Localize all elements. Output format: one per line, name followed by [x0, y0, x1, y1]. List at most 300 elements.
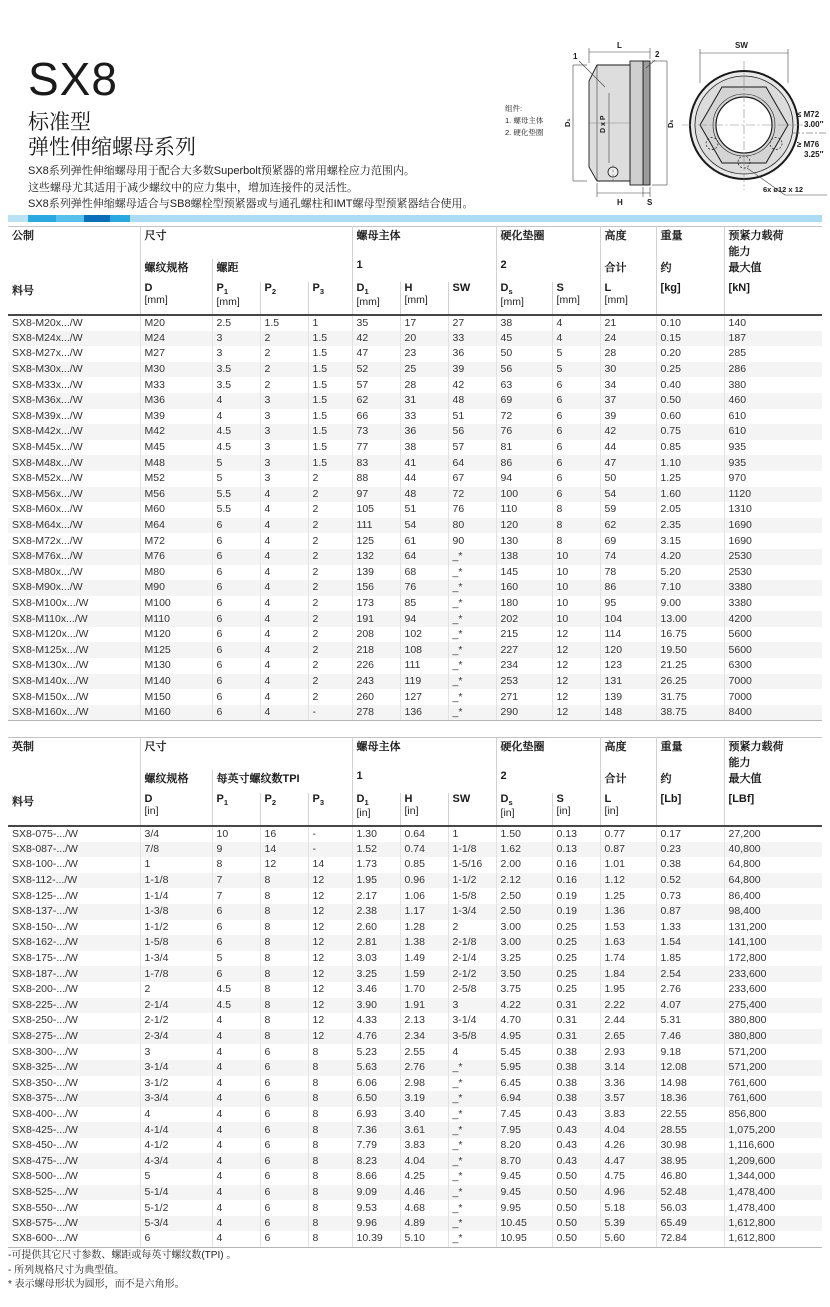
- value-cell: 105: [352, 502, 400, 518]
- value-cell: 1: [448, 826, 496, 842]
- description: [28, 163, 498, 213]
- value-cell: 3.40: [400, 1107, 448, 1123]
- value-cell: 8: [308, 1153, 352, 1169]
- value-cell: 67: [448, 471, 496, 487]
- column-header: [Lb]: [656, 793, 724, 826]
- table-row: [8, 966, 822, 982]
- value-cell: 86,400: [724, 888, 822, 904]
- table-row: [8, 1169, 822, 1185]
- value-cell: 2.93: [600, 1044, 656, 1060]
- value-cell: 5.60: [600, 1231, 656, 1247]
- value-cell: 2: [308, 611, 352, 627]
- value-cell: 8.20: [496, 1138, 552, 1154]
- value-cell: 73: [352, 424, 400, 440]
- value-cell: 3.15: [656, 533, 724, 549]
- value-cell: 6.50: [352, 1091, 400, 1107]
- table-row: [8, 1076, 822, 1092]
- value-cell: 114: [600, 627, 656, 643]
- column-header: H [mm]: [400, 282, 448, 315]
- description-line: 这些螺母尤其适用于减少螺纹中的应力集中，增加连接件的灵活性。: [28, 181, 358, 194]
- value-cell: 4: [260, 565, 308, 581]
- column-header: $P_2$: [260, 793, 308, 826]
- value-cell: 4: [260, 658, 308, 674]
- part-number-cell: SX8-112-.../W: [12, 874, 78, 887]
- value-cell: 3-1/4: [448, 1013, 496, 1029]
- value-cell: 6.06: [352, 1076, 400, 1092]
- value-cell: 8: [308, 1185, 352, 1201]
- value-cell: 2: [308, 674, 352, 690]
- column-header: [kN]: [724, 282, 822, 315]
- value-cell: 5: [140, 1169, 212, 1185]
- value-cell: 47: [352, 346, 400, 362]
- value-cell: 2: [308, 627, 352, 643]
- table-row: [8, 705, 822, 721]
- value-cell: 86: [496, 455, 552, 471]
- value-cell: 80: [448, 518, 496, 534]
- value-cell: _*: [448, 611, 496, 627]
- value-cell: 380,800: [724, 1013, 822, 1029]
- table-row: [8, 1153, 822, 1169]
- value-cell: M20: [140, 315, 212, 331]
- value-cell: 0.17: [656, 826, 724, 842]
- value-cell: 3.14: [600, 1060, 656, 1076]
- page-subtitle-series: 弹性伸缩螺母系列: [28, 136, 196, 159]
- value-cell: 0.38: [552, 1044, 600, 1060]
- value-cell: 226: [352, 658, 400, 674]
- value-cell: 3: [260, 424, 308, 440]
- value-cell: 1.33: [656, 920, 724, 936]
- value-cell: 4.07: [656, 998, 724, 1014]
- value-cell: 1-3/4: [448, 904, 496, 920]
- value-cell: 102: [400, 627, 448, 643]
- value-cell: 4.68: [400, 1200, 448, 1216]
- value-cell: 14.98: [656, 1076, 724, 1092]
- value-cell: _*: [448, 658, 496, 674]
- value-cell: 28: [600, 346, 656, 362]
- column-header: 合计: [600, 259, 656, 282]
- value-cell: 4: [212, 1231, 260, 1247]
- value-cell: 7/8: [140, 842, 212, 858]
- value-cell: 0.43: [552, 1153, 600, 1169]
- value-cell: 286: [724, 362, 822, 378]
- value-cell: 12: [552, 627, 600, 643]
- value-cell: 6: [552, 409, 600, 425]
- value-cell: M80: [140, 565, 212, 581]
- value-cell: 1.91: [400, 998, 448, 1014]
- value-cell: _*: [448, 1107, 496, 1123]
- value-cell: 83: [352, 455, 400, 471]
- column-header: 2: [496, 259, 600, 282]
- value-cell: _*: [448, 1138, 496, 1154]
- value-cell: 4: [212, 1107, 260, 1123]
- value-cell: 31: [400, 393, 448, 409]
- value-cell: 6: [260, 1200, 308, 1216]
- part-number-cell: SX8-175-.../W: [12, 952, 78, 965]
- value-cell: 6: [212, 627, 260, 643]
- value-cell: 1.5: [308, 362, 352, 378]
- value-cell: 16: [260, 826, 308, 842]
- value-cell: 44: [600, 440, 656, 456]
- value-cell: 1.36: [600, 904, 656, 920]
- value-cell: 24: [600, 331, 656, 347]
- value-cell: 4: [260, 596, 308, 612]
- value-cell: 2530: [724, 565, 822, 581]
- value-cell: 6: [212, 674, 260, 690]
- value-cell: 48: [400, 487, 448, 503]
- value-cell: 30: [600, 362, 656, 378]
- value-cell: 97: [352, 487, 400, 503]
- value-cell: 191: [352, 611, 400, 627]
- value-cell: 12: [308, 966, 352, 982]
- value-cell: 4: [552, 315, 600, 331]
- value-cell: 4: [260, 689, 308, 705]
- value-cell: 8: [260, 1013, 308, 1029]
- value-cell: 5.45: [496, 1044, 552, 1060]
- value-cell: 6: [212, 518, 260, 534]
- value-cell: 0.25: [552, 920, 600, 936]
- callout-washer-number: 2: [655, 50, 660, 59]
- value-cell: 41: [400, 455, 448, 471]
- value-cell: 2.98: [400, 1076, 448, 1092]
- value-cell: 6: [260, 1185, 308, 1201]
- value-cell: 5.5: [212, 502, 260, 518]
- value-cell: 4: [212, 1076, 260, 1092]
- value-cell: 3.57: [600, 1091, 656, 1107]
- value-cell: 1.63: [600, 935, 656, 951]
- value-cell: 7.46: [656, 1029, 724, 1045]
- value-cell: 6: [212, 596, 260, 612]
- value-cell: 243: [352, 674, 400, 690]
- table-row: [8, 1185, 822, 1201]
- value-cell: 3.90: [352, 998, 400, 1014]
- value-cell: 7.36: [352, 1122, 400, 1138]
- value-cell: 1: [140, 857, 212, 873]
- column-header: 硬化垫圈: [496, 227, 600, 260]
- value-cell: 8: [308, 1091, 352, 1107]
- value-cell: 100: [496, 487, 552, 503]
- value-cell: 8.23: [352, 1153, 400, 1169]
- value-cell: 33: [448, 331, 496, 347]
- value-cell: M36: [140, 393, 212, 409]
- column-header: 螺母主体: [352, 738, 496, 771]
- value-cell: 57: [352, 377, 400, 393]
- value-cell: 3-1/4: [140, 1060, 212, 1076]
- value-cell: 4: [212, 1169, 260, 1185]
- value-cell: 85: [400, 596, 448, 612]
- part-number-cell: SX8-225-.../W: [12, 998, 78, 1011]
- value-cell: 6: [140, 1231, 212, 1247]
- value-cell: 2: [260, 346, 308, 362]
- part-number-cell: SX8-275-.../W: [12, 1030, 78, 1043]
- value-cell: M52: [140, 471, 212, 487]
- accent-bar-segment: [84, 215, 110, 222]
- value-cell: 970: [724, 471, 822, 487]
- column-header: 尺寸: [140, 227, 352, 260]
- value-cell: 5600: [724, 642, 822, 658]
- value-cell: 1-3/4: [140, 951, 212, 967]
- value-cell: _*: [448, 1200, 496, 1216]
- value-cell: 10: [552, 611, 600, 627]
- table-row: [8, 409, 822, 425]
- value-cell: -: [308, 826, 352, 842]
- part-number-cell: SX8-425-.../W: [12, 1123, 78, 1136]
- value-cell: 27: [448, 315, 496, 331]
- value-cell: 64,800: [724, 857, 822, 873]
- value-cell: 8: [260, 904, 308, 920]
- value-cell: 6: [212, 935, 260, 951]
- value-cell: 6: [212, 565, 260, 581]
- value-cell: 227: [496, 642, 552, 658]
- column-header: $D_1$ [mm]: [352, 282, 400, 315]
- value-cell: _*: [448, 674, 496, 690]
- value-cell: 50: [600, 471, 656, 487]
- table-row: [8, 842, 822, 858]
- value-cell: 2.44: [600, 1013, 656, 1029]
- part-number-cell: SX8-M20x.../W: [12, 316, 83, 329]
- value-cell: 761,600: [724, 1076, 822, 1092]
- value-cell: 38: [496, 315, 552, 331]
- table-row: [8, 346, 822, 362]
- value-cell: 218: [352, 642, 400, 658]
- table-row: [8, 580, 822, 596]
- value-cell: 1120: [724, 487, 822, 503]
- value-cell: 6: [212, 642, 260, 658]
- column-header: D [in]: [140, 793, 212, 826]
- table-row: [8, 502, 822, 518]
- value-cell: 2-3/4: [140, 1029, 212, 1045]
- value-cell: _*: [448, 627, 496, 643]
- value-cell: 3.00: [496, 920, 552, 936]
- value-cell: 3/4: [140, 826, 212, 842]
- value-cell: 0.31: [552, 1029, 600, 1045]
- value-cell: 62: [352, 393, 400, 409]
- value-cell: 6: [260, 1076, 308, 1092]
- value-cell: 0.19: [552, 904, 600, 920]
- value-cell: 8: [308, 1076, 352, 1092]
- value-cell: 6: [260, 1153, 308, 1169]
- value-cell: M120: [140, 627, 212, 643]
- value-cell: 0.31: [552, 1013, 600, 1029]
- value-cell: M27: [140, 346, 212, 362]
- value-cell: 10: [552, 596, 600, 612]
- table-row: [8, 674, 822, 690]
- value-cell: 8400: [724, 705, 822, 721]
- part-number-cell: SX8-M90x.../W: [12, 581, 83, 594]
- value-cell: 5.20: [656, 565, 724, 581]
- value-cell: 9.45: [496, 1185, 552, 1201]
- part-number-cell: SX8-M72x.../W: [12, 534, 83, 547]
- table-row: [8, 998, 822, 1014]
- imperial-table: [8, 737, 822, 1248]
- value-cell: 0.85: [656, 440, 724, 456]
- column-header: 公制: [12, 230, 34, 242]
- value-cell: 4.96: [600, 1185, 656, 1201]
- annotation-min-imperial: 3.25″: [804, 150, 824, 159]
- value-cell: 2.5: [212, 315, 260, 331]
- column-header: 预紧力载荷 能力: [724, 227, 822, 260]
- value-cell: 10: [552, 565, 600, 581]
- value-cell: 4: [260, 674, 308, 690]
- value-cell: 0.43: [552, 1138, 600, 1154]
- value-cell: 27,200: [724, 826, 822, 842]
- value-cell: 0.38: [552, 1060, 600, 1076]
- value-cell: 1,209,600: [724, 1153, 822, 1169]
- part-number-cell: SX8-M150x.../W: [12, 690, 89, 703]
- value-cell: 4: [260, 518, 308, 534]
- table-row: [8, 1231, 822, 1247]
- value-cell: 36: [448, 346, 496, 362]
- value-cell: 0.50: [656, 393, 724, 409]
- value-cell: 0.75: [656, 424, 724, 440]
- value-cell: 1.28: [400, 920, 448, 936]
- table-row: [8, 689, 822, 705]
- value-cell: 1.62: [496, 842, 552, 858]
- table-row: [8, 1060, 822, 1076]
- value-cell: 86: [600, 580, 656, 596]
- value-cell: 7: [212, 888, 260, 904]
- value-cell: 47: [600, 455, 656, 471]
- value-cell: M56: [140, 487, 212, 503]
- value-cell: 0.50: [552, 1200, 600, 1216]
- column-header: 螺纹规格: [140, 770, 212, 793]
- value-cell: 233,600: [724, 966, 822, 982]
- value-cell: 8: [260, 920, 308, 936]
- value-cell: 56: [496, 362, 552, 378]
- value-cell: 39: [448, 362, 496, 378]
- value-cell: 6: [212, 549, 260, 565]
- value-cell: 61: [400, 533, 448, 549]
- value-cell: 5: [212, 471, 260, 487]
- value-cell: 14: [308, 857, 352, 873]
- value-cell: 160: [496, 580, 552, 596]
- annotation-jackbolt-holes: 6x ø12 x 12: [763, 185, 804, 194]
- drawing-legend-title: 组件:: [505, 104, 523, 113]
- value-cell: 9.96: [352, 1216, 400, 1232]
- value-cell: 30.98: [656, 1138, 724, 1154]
- table-row: [8, 1138, 822, 1154]
- page-subtitle-type: 标准型: [28, 111, 91, 134]
- value-cell: 130: [496, 533, 552, 549]
- value-cell: 1.25: [656, 471, 724, 487]
- value-cell: 6: [212, 966, 260, 982]
- value-cell: 0.50: [552, 1231, 600, 1247]
- value-cell: 0.10: [656, 315, 724, 331]
- value-cell: 6: [260, 1169, 308, 1185]
- value-cell: 173: [352, 596, 400, 612]
- value-cell: 69: [600, 533, 656, 549]
- value-cell: 1-7/8: [140, 966, 212, 982]
- accent-bar-segment: [110, 215, 130, 222]
- value-cell: 260: [352, 689, 400, 705]
- value-cell: 1-1/2: [140, 920, 212, 936]
- value-cell: 94: [400, 611, 448, 627]
- table-row: [8, 1216, 822, 1232]
- value-cell: 4: [212, 1013, 260, 1029]
- value-cell: 7.95: [496, 1122, 552, 1138]
- value-cell: 1.54: [656, 935, 724, 951]
- table-row: [8, 424, 822, 440]
- value-cell: 44: [400, 471, 448, 487]
- value-cell: 33: [400, 409, 448, 425]
- value-cell: 4.95: [496, 1029, 552, 1045]
- value-cell: 2.22: [600, 998, 656, 1014]
- part-number-cell: SX8-M160x.../W: [8, 705, 140, 721]
- value-cell: 7: [212, 873, 260, 889]
- description-line: SX8系列弹性伸缩螺母用于配合大多数Superbolt预紧器的常用螺栓应力范围内。: [28, 165, 415, 177]
- value-cell: M24: [140, 331, 212, 347]
- value-cell: 10: [212, 826, 260, 842]
- value-cell: 3.5: [212, 377, 260, 393]
- part-number-cell: SX8-M36x.../W: [12, 394, 83, 407]
- value-cell: 12: [308, 998, 352, 1014]
- column-header: S [mm]: [552, 282, 600, 315]
- value-cell: 2.76: [656, 982, 724, 998]
- value-cell: 76: [400, 580, 448, 596]
- value-cell: M64: [140, 518, 212, 534]
- value-cell: 1.5: [308, 455, 352, 471]
- value-cell: 6: [552, 424, 600, 440]
- part-number-cell: SX8-325-.../W: [12, 1061, 78, 1074]
- value-cell: 6: [212, 705, 260, 721]
- part-number-cell: SX8-M45x.../W: [12, 441, 83, 454]
- value-cell: M140: [140, 674, 212, 690]
- value-cell: 233,600: [724, 982, 822, 998]
- part-number-cell: SX8-300-.../W: [12, 1045, 78, 1058]
- value-cell: 5: [212, 951, 260, 967]
- value-cell: 4: [212, 1091, 260, 1107]
- value-cell: 8: [552, 502, 600, 518]
- value-cell: 6: [260, 1138, 308, 1154]
- value-cell: 90: [448, 533, 496, 549]
- value-cell: 3.36: [600, 1076, 656, 1092]
- column-header: $P_1$: [212, 793, 260, 826]
- value-cell: 3.46: [352, 982, 400, 998]
- value-cell: 2.34: [400, 1029, 448, 1045]
- value-cell: 35: [352, 315, 400, 331]
- column-header: 英制: [12, 741, 34, 753]
- value-cell: _*: [448, 565, 496, 581]
- value-cell: 8: [260, 998, 308, 1014]
- value-cell: 139: [352, 565, 400, 581]
- value-cell: 16.75: [656, 627, 724, 643]
- table-row: [8, 920, 822, 936]
- value-cell: 19.50: [656, 642, 724, 658]
- value-cell: 935: [724, 440, 822, 456]
- value-cell: 12.08: [656, 1060, 724, 1076]
- value-cell: 0.20: [656, 346, 724, 362]
- part-number-cell: SX8-M42x.../W: [12, 425, 83, 438]
- part-number-cell: SX8-575-.../W: [12, 1217, 78, 1230]
- value-cell: 56: [448, 424, 496, 440]
- value-cell: 4: [260, 642, 308, 658]
- value-cell: 42: [448, 377, 496, 393]
- column-header: 螺母主体: [352, 227, 496, 260]
- value-cell: 141,100: [724, 935, 822, 951]
- table-row: [8, 982, 822, 998]
- value-cell: 6.45: [496, 1076, 552, 1092]
- value-cell: 1,612,800: [724, 1216, 822, 1232]
- part-number-cell: SX8-M52x.../W: [12, 472, 83, 485]
- value-cell: 10: [552, 549, 600, 565]
- front-view: [682, 61, 812, 190]
- value-cell: 0.38: [656, 857, 724, 873]
- value-cell: 8: [308, 1107, 352, 1123]
- value-cell: 0.52: [656, 873, 724, 889]
- column-header: $D_1$ [in]: [352, 793, 400, 826]
- value-cell: 59: [600, 502, 656, 518]
- value-cell: 275,400: [724, 998, 822, 1014]
- part-number-cell: SX8-475-.../W: [12, 1154, 78, 1167]
